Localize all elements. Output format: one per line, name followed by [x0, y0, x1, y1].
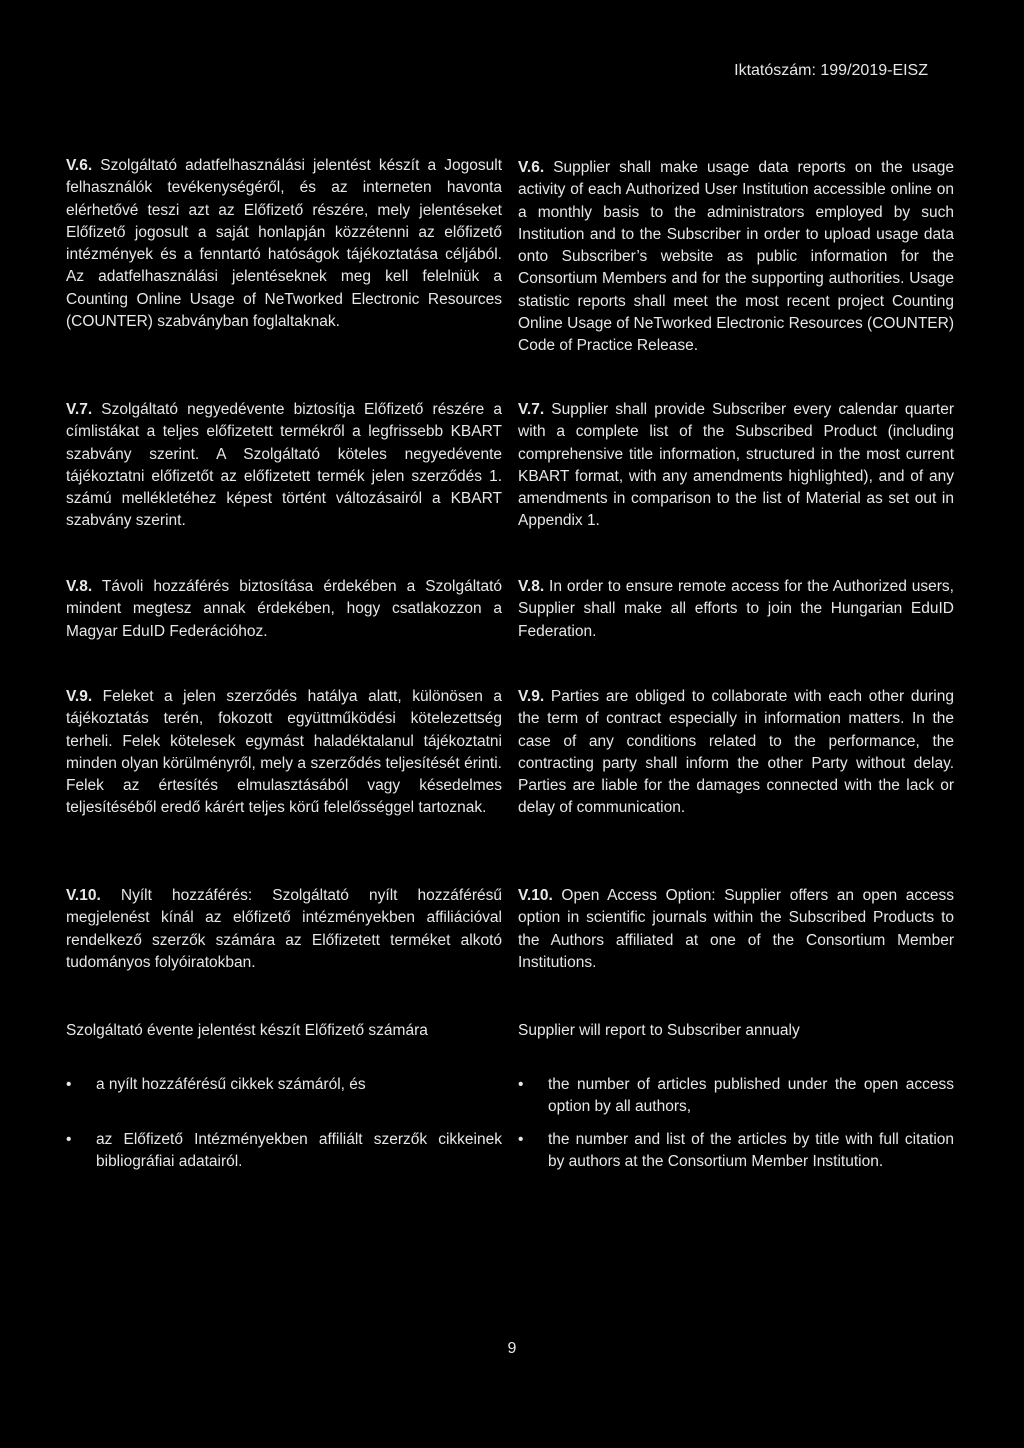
section-number: V.9.	[518, 688, 545, 705]
section-body: Szolgáltató adatfelhasználási jelentést készít a Jogosult felhasználók tevékenységéről, és az interneten havonta elérhetővé teszi azt az Előfizető részére, mely jelentéseket Előfizető jogosult a saját honlapján közzétenni az előfizető intézmények és a fenntartó hatóságok tájékoztatása céljából. Az adatfelhasználási jelentéseknek meg kell felelniük a Counting Online Usage of NeTworked Electronic Resources (COUNTER) szabványban foglaltaknak.	[66, 157, 502, 331]
section-number: V.6.	[518, 159, 545, 176]
report-intro-hu: Szolgáltató évente jelentést készít Előfizető számára	[66, 1022, 428, 1039]
section-hu-text	[66, 885, 502, 974]
section-body: Supplier shall provide Subscriber every calendar quarter with a complete list of the Subscribed Product (including comprehensive title information, structured in the most current KBART format, with any amendments highlighted), and of any amendments in comparison to the list of Material as set out in Appendix 1.	[518, 401, 954, 530]
section-number: V.7.	[66, 401, 93, 418]
section-hu-text	[66, 155, 502, 333]
bullet-text: the number and list of the articles by title with full citation by authors at the Consortium Member Institution.	[548, 1131, 954, 1171]
section-en-text	[518, 885, 954, 974]
section-number: V.8.	[66, 578, 93, 595]
section-body: Távoli hozzáférés biztosítása érdekében a Szolgáltató mindent megtesz annak érdekében, hogy csatlakozzon a Magyar EduID Federációhoz.	[66, 578, 502, 640]
bullet-icon: •	[518, 1076, 524, 1093]
bullet-text: a nyílt hozzáférésű cikkek számáról, és	[96, 1076, 366, 1093]
section-hu-text	[66, 576, 502, 643]
section-en-text	[518, 157, 954, 358]
section-en-text	[518, 399, 954, 533]
section-number: V.9.	[66, 688, 93, 705]
section-body: Szolgáltató negyedévente biztosítja Előfizető részére a címlistákat a teljes előfizetett termékről a legfrissebb KBART szabvány szerint. A Szolgáltató köteles negyedévente tájékoztatni előfizetőt az előfizetett termék jelen szerződés 1. számú mellékletéhez képest történt változásairól a KBART szabvány szerint.	[66, 401, 502, 530]
section-en-text	[518, 576, 954, 643]
page-number: 9	[507, 1340, 517, 1357]
bullet-icon: •	[66, 1076, 72, 1093]
section-body: Parties are obliged to collaborate with each other during the term of contract especially in information matters. In the case of any conditions related to the performance, the contracting party shall inform the other Party without delay. Parties are liable for the damages connected with the lack or delay of communication.	[518, 688, 954, 817]
section-body: Open Access Option: Supplier offers an open access option in scientific journals within the Subscribed Products to the Authors affiliated at one of the Consortium Member Institutions.	[518, 887, 954, 971]
section-hu-text	[66, 686, 502, 820]
report-intro-en: Supplier will report to Subscriber annualy	[518, 1022, 800, 1039]
section-body: Nyílt hozzáférés: Szolgáltató nyílt hozzáférésű megjelenést kínál az előfizető intézményekben affiliációval rendelkező szerzők számára az Előfizetett terméket alkotó tudományos folyóiratokban.	[66, 887, 502, 971]
bullet-text: az Előfizető Intézményekben affiliált szerzők cikkeinek bibliográfiai adatairól.	[96, 1131, 502, 1171]
section-body: Supplier shall make usage data reports on the usage activity of each Authorized User Institution accessible online on a monthly basis to the administrators employed by such Institution and to the Subscriber in order to upload usage data onto Subscriber’s website as public information for the Consortium Members and for the supporting authorities. Usage statistic reports shall meet the most recent project Counting Online Usage of NeTworked Electronic Resources (COUNTER) Code of Practice Release.	[518, 159, 954, 355]
section-en-text	[518, 686, 954, 820]
bullet-icon: •	[518, 1131, 524, 1148]
bullet-icon: •	[66, 1131, 72, 1148]
section-number: V.8.	[518, 578, 545, 595]
section-number: V.10.	[518, 887, 553, 904]
document-number: Iktatószám: 199/2019-EISZ	[734, 62, 928, 79]
section-body: In order to ensure remote access for the Authorized users, Supplier shall make all efforts to join the Hungarian EduID Federation.	[518, 578, 954, 640]
bullet-text: the number of articles published under the open access option by all authors,	[548, 1076, 954, 1116]
section-number: V.10.	[66, 887, 101, 904]
section-number: V.7.	[518, 401, 545, 418]
section-number: V.6.	[66, 157, 93, 174]
section-body: Feleket a jelen szerződés hatálya alatt, különösen a tájékoztatás terén, fokozott együttműködési kötelezettség terheli. Felek kötelesek egymást haladéktalanul tájékoztatni minden olyan körülményről, mely a szerződés teljesítését érinti. Felek az értesítés elmulasztásából vagy késedelmes teljesítéséből eredő kárért teljes körű felelősséggel tartoznak.	[66, 688, 502, 817]
section-hu-text	[66, 399, 502, 533]
